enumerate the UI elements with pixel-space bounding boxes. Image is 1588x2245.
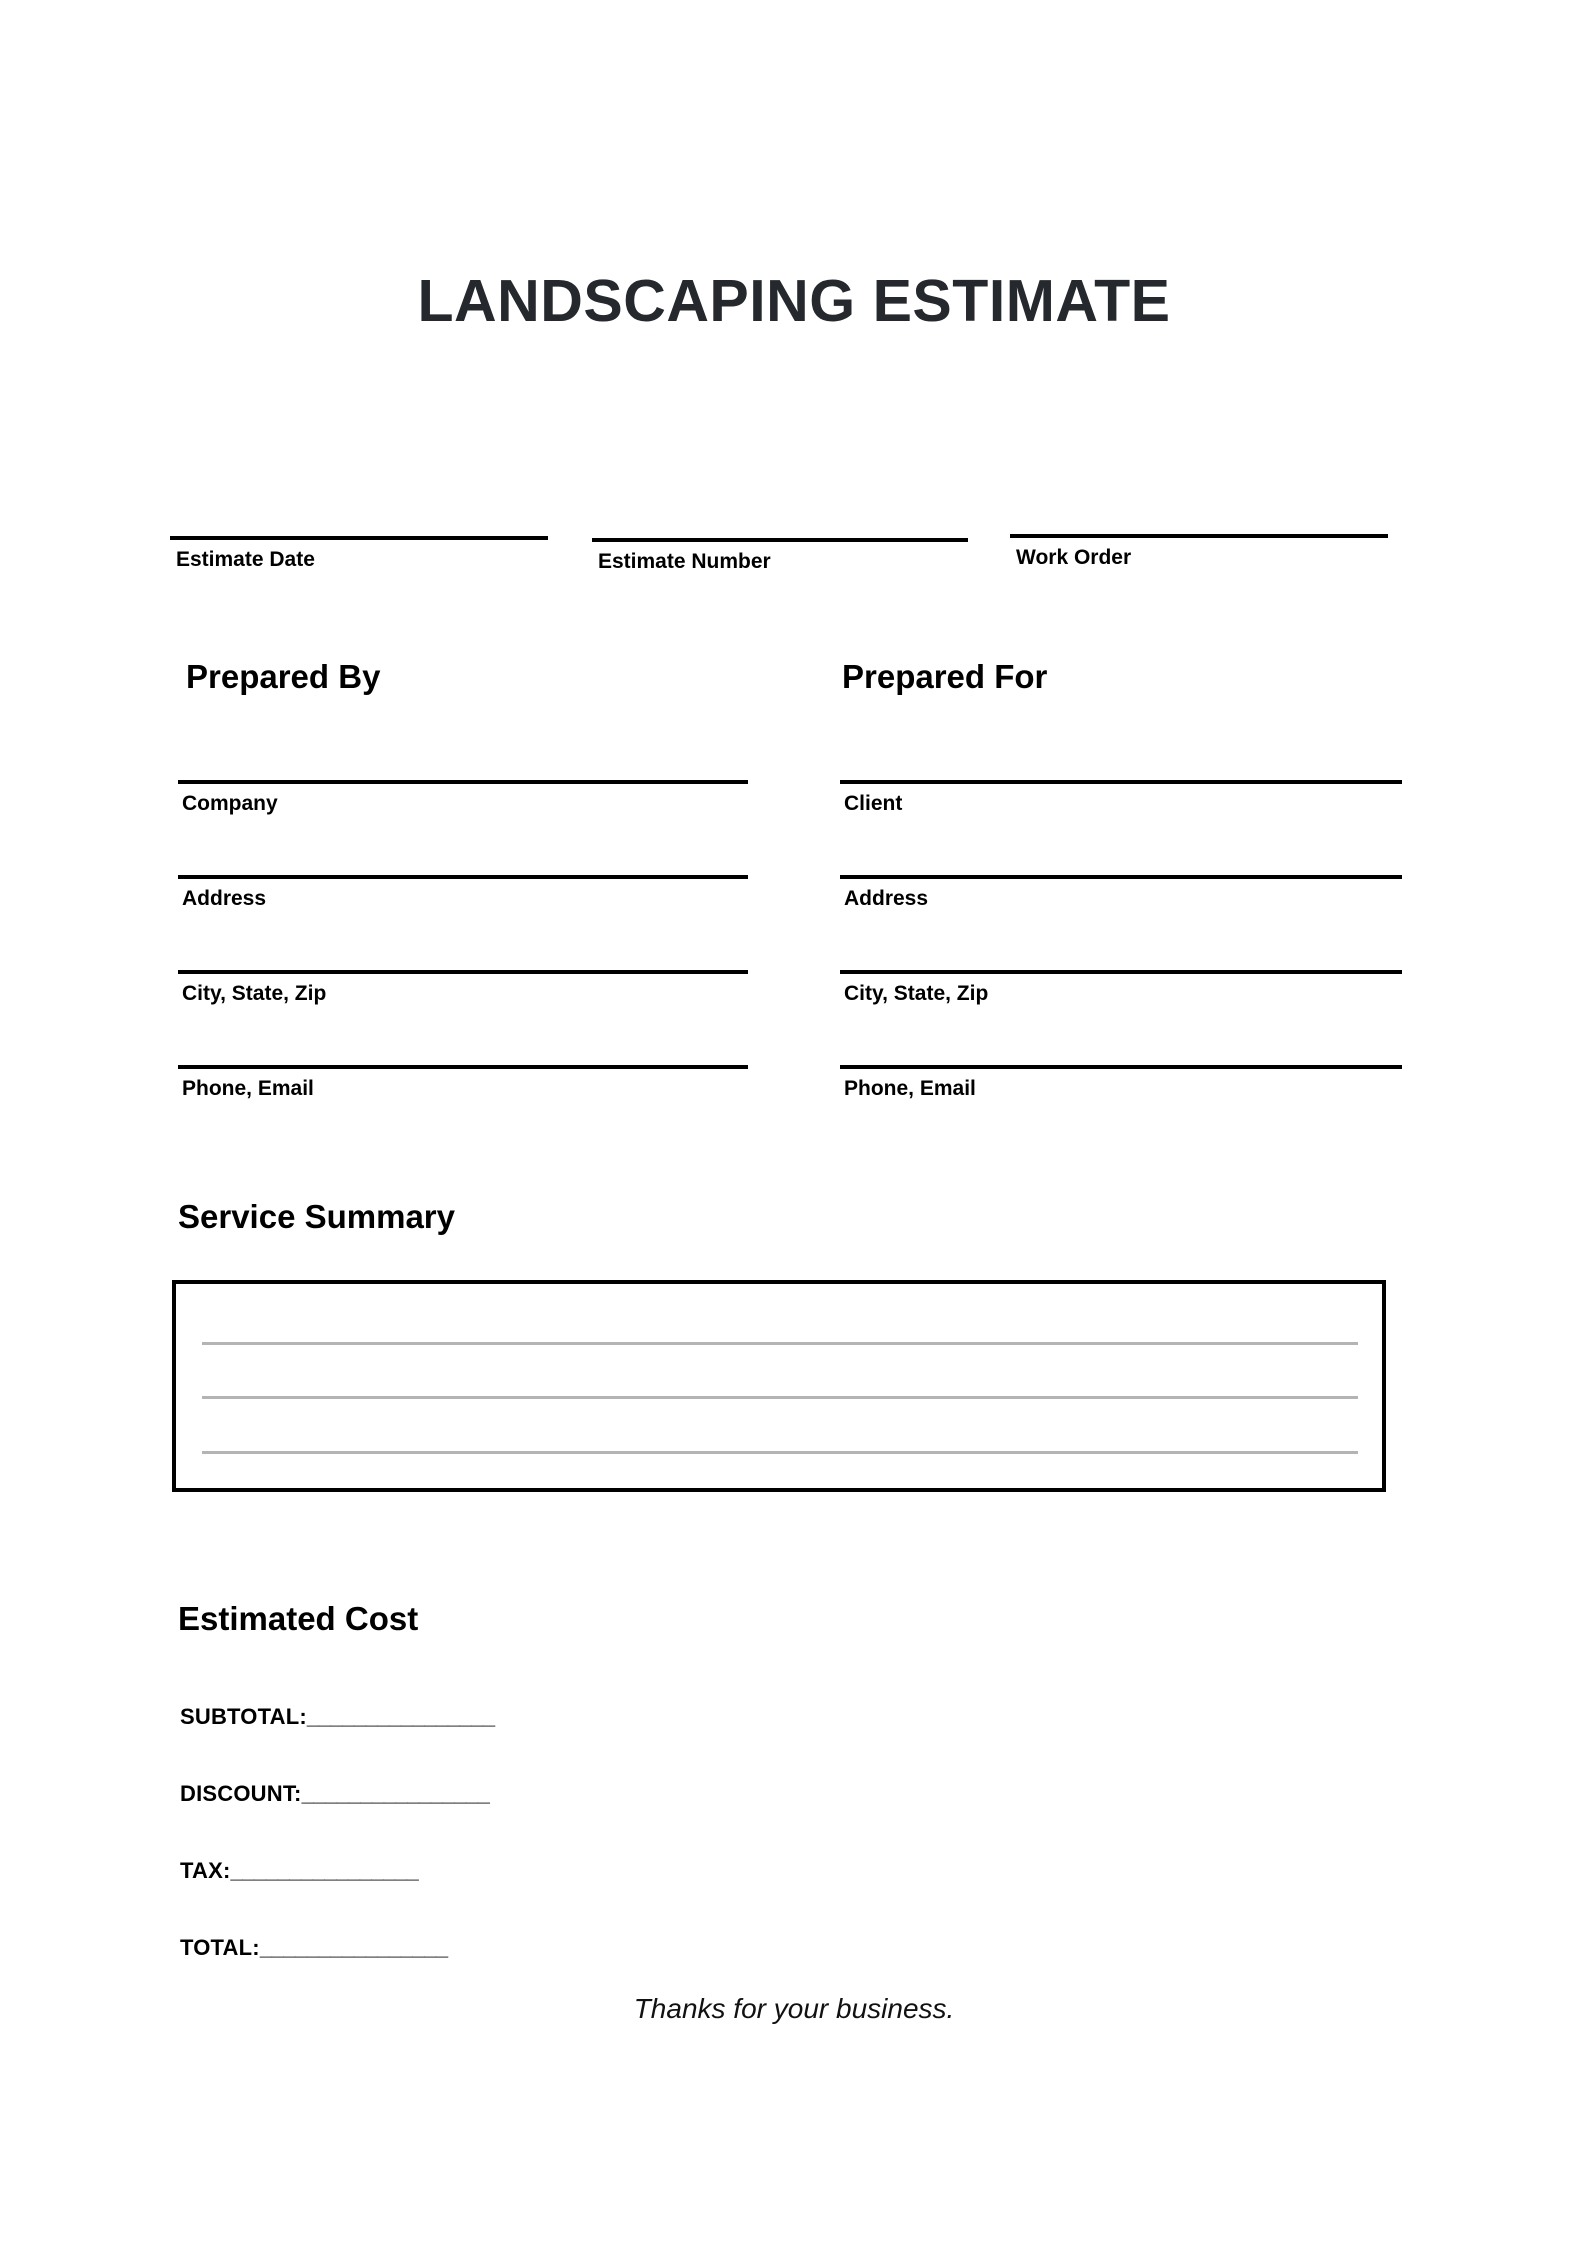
field-company[interactable] <box>178 780 748 875</box>
prepared-for-column <box>840 780 1402 1160</box>
field-label: Company <box>182 792 278 815</box>
field-client-address[interactable] <box>840 875 1402 970</box>
field-label: Work Order <box>1016 546 1132 569</box>
heading-prepared-by: Prepared By <box>186 658 381 695</box>
field-label: Estimate Date <box>176 548 315 571</box>
cost-label: SUBTOTAL: <box>180 1704 307 1729</box>
prepared-by-column <box>178 780 748 1160</box>
field-client-phone-email[interactable] <box>840 1065 1402 1160</box>
cost-label: TAX: <box>180 1858 231 1883</box>
footer-note: Thanks for your business. <box>633 1993 955 2024</box>
field-client[interactable] <box>840 780 1402 875</box>
field-label: City, State, Zip <box>844 982 989 1005</box>
cost-blank: ________________ <box>259 1935 448 1960</box>
field-estimate-date[interactable] <box>170 536 548 570</box>
cost-blank: ________________ <box>306 1704 495 1729</box>
service-summary-box[interactable] <box>172 1280 1386 1492</box>
heading-prepared-for: Prepared For <box>842 658 1048 695</box>
service-summary-lines <box>202 1284 1358 1488</box>
field-label: Client <box>844 792 903 815</box>
estimated-cost-list <box>180 1706 880 2014</box>
cost-row-tax[interactable] <box>180 1860 880 1937</box>
service-summary-line <box>202 1342 1358 1345</box>
heading-estimated-cost: Estimated Cost <box>178 1600 419 1637</box>
field-label: Estimate Number <box>598 550 771 573</box>
page-title: LANDSCAPING ESTIMATE <box>417 268 1171 334</box>
field-preparer-phone-email[interactable] <box>178 1065 748 1160</box>
field-preparer-city-state-zip[interactable] <box>178 970 748 1065</box>
cost-label: DISCOUNT: <box>180 1781 302 1806</box>
field-client-city-state-zip[interactable] <box>840 970 1402 1065</box>
field-work-order[interactable] <box>1010 534 1388 568</box>
field-preparer-address[interactable] <box>178 875 748 970</box>
cost-row-discount[interactable] <box>180 1783 880 1860</box>
field-label: Phone, Email <box>182 1077 314 1100</box>
field-label: Phone, Email <box>844 1077 976 1100</box>
heading-service-summary: Service Summary <box>178 1198 456 1235</box>
field-label: City, State, Zip <box>182 982 327 1005</box>
service-summary-line <box>202 1451 1358 1454</box>
cost-blank: ________________ <box>301 1781 490 1806</box>
cost-blank: ________________ <box>230 1858 419 1883</box>
field-label: Address <box>182 887 267 910</box>
cost-row-subtotal[interactable] <box>180 1706 880 1783</box>
field-estimate-number[interactable] <box>592 538 968 572</box>
field-label: Address <box>844 887 929 910</box>
cost-label: TOTAL: <box>180 1935 260 1960</box>
service-summary-line <box>202 1396 1358 1399</box>
